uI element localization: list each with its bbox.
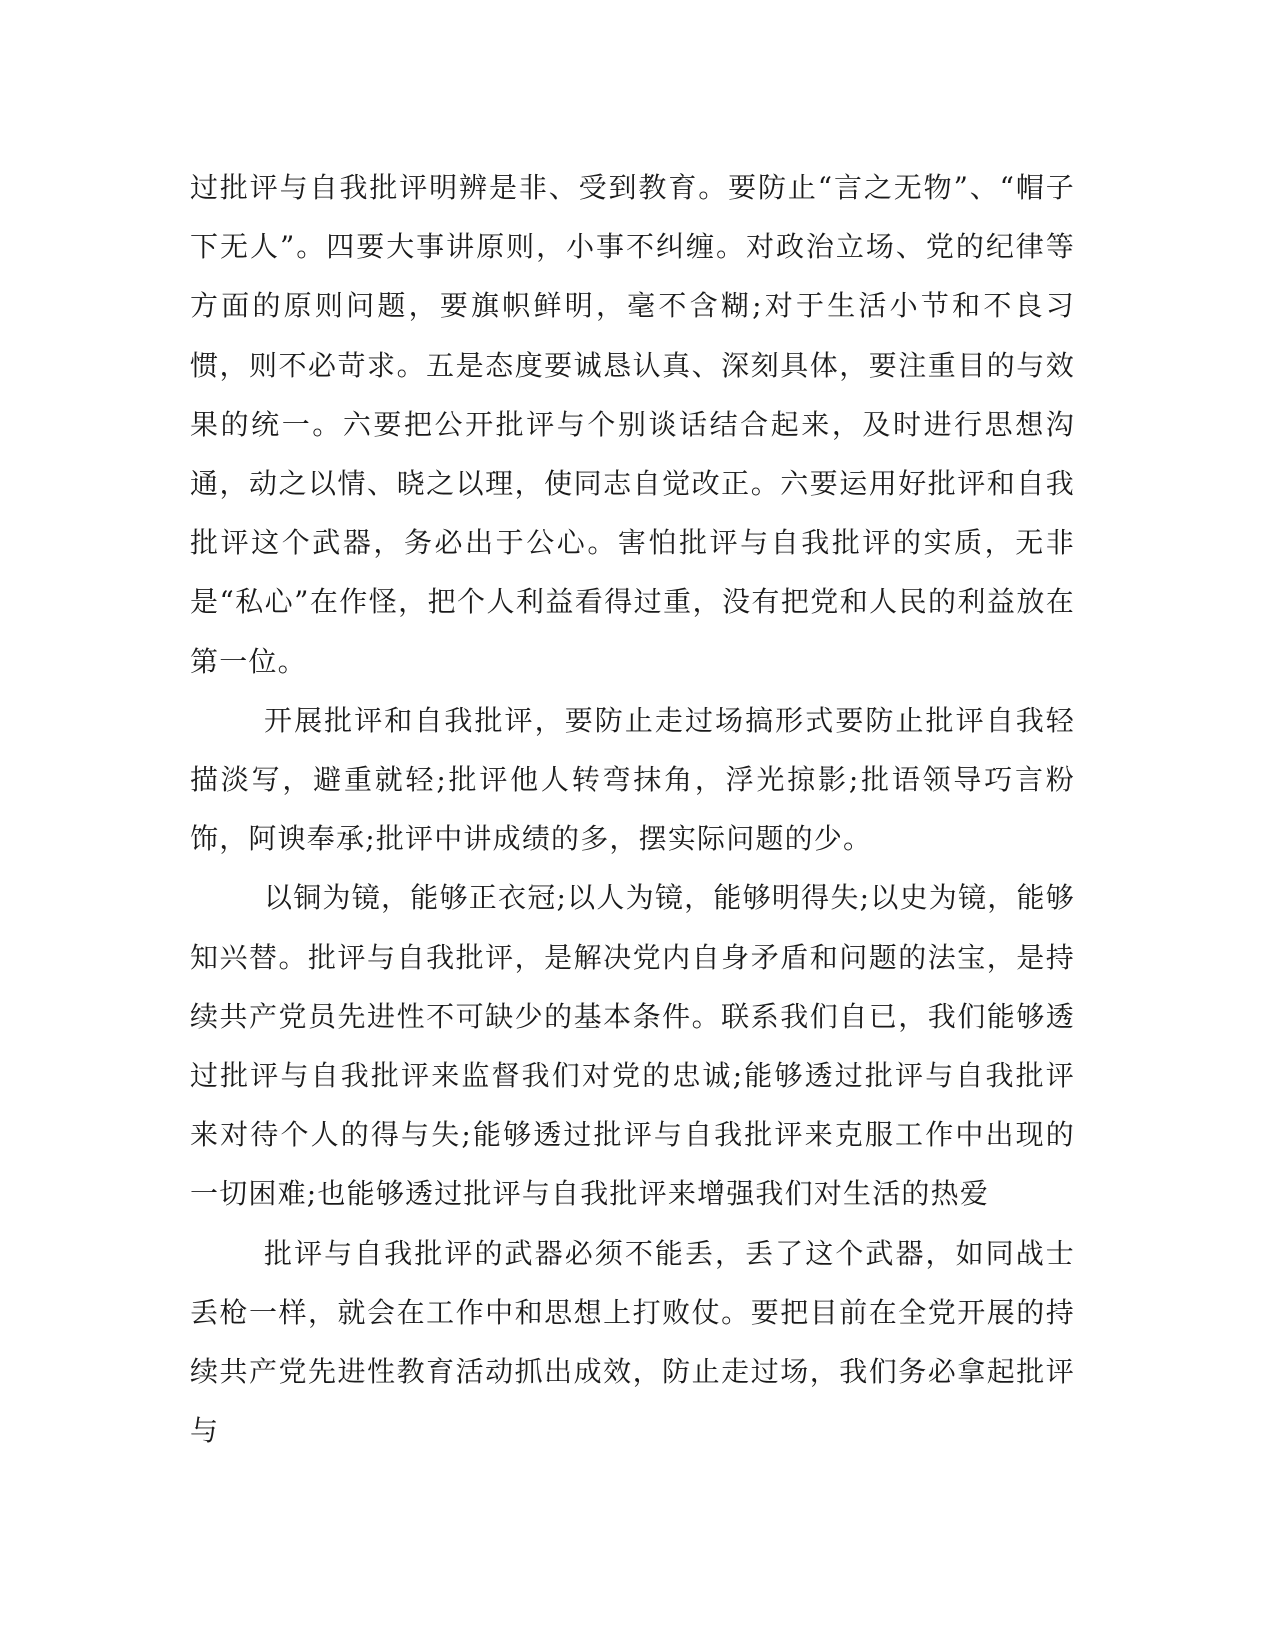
document-body — [190, 158, 1075, 1460]
paragraph-1: 过批评与自我批评明辨是非、受到教育。要防止“言之无物”、“帽子下无人”。四要大事讲原则，小事不纠缠。对政治立场、党的纪律等方面的原则问题，要旗帜鲜明，毫不含糊;对于生活小节和不良习惯，则不必苛求。五是态度要诚恳认真、深刻具体，要注重目的与效果的统一。六要把公开批评与个别谈话结合起来，及时进行思想沟通，动之以情、晓之以理，使同志自觉改正。六要运用好批评和自我批评这个武器，务必出于公心。害怕批评与自我批评的实质，无非是“私心”在作怪，把个人利益看得过重，没有把党和人民的利益放在第一位。 — [190, 171, 1075, 678]
paragraph-4: 批评与自我批评的武器必须不能丢，丢了这个武器，如同战士丢枪一样，就会在工作中和思想上打败仗。要把目前在全党开展的持续共产党先进性教育活动抓出成效，防止走过场，我们务必拿起批评与 — [190, 1236, 1075, 1448]
paragraph-3: 以铜为镜，能够正衣冠;以人为镜，能够明得失;以史为镜，能够知兴替。批评与自我批评，是解决党内自身矛盾和问题的法宝，是持续共产党员先进性不可缺少的基本条件。联系我们自已，我们能够透过批评与自我批评来监督我们对党的忠诚;能够透过批评与自我批评来对待个人的得与失;能够透过批评与自我批评来克服工作中出现的一切困难;也能够透过批评与自我批评来增强我们对生活的热爱 — [190, 881, 1075, 1211]
paragraph-2: 开展批评和自我批评，要防止走过场搞形式要防止批评自我轻描淡写，避重就轻;批评他人转弯抹角，浮光掠影;批语领导巧言粉饰，阿谀奉承;批评中讲成绩的多，摆实际问题的少。 — [190, 703, 1075, 856]
